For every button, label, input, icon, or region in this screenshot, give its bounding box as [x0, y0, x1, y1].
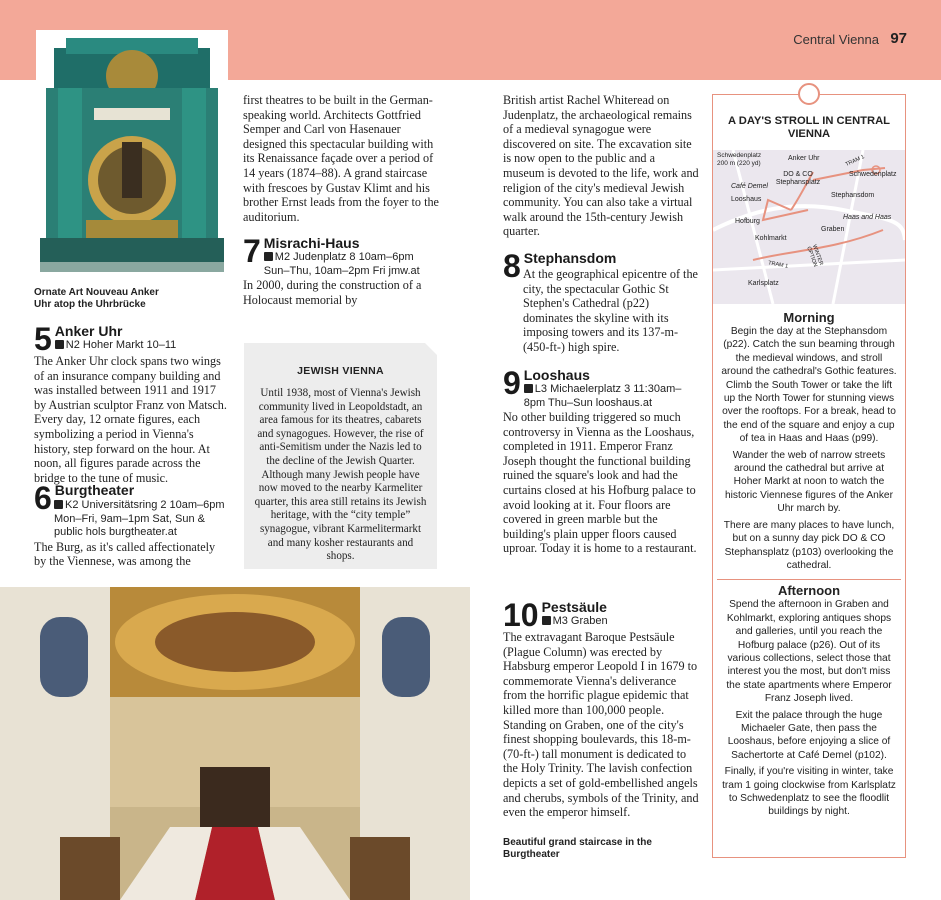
entry-info: K2 Universitätsring 2 10am–6pm Mon–Fri, 9am–1pm Sat, Sun & public hols burgtheater.at — [54, 499, 225, 538]
map-label: Schwedenplatz — [849, 171, 897, 178]
map-label: Stephansdom — [831, 192, 875, 199]
entry-title: Pestsäule — [541, 599, 607, 615]
entry-6-body: The Burg, as it's called affectionately by the Viennese, was among the — [34, 539, 216, 569]
morning-heading: Morning — [783, 310, 835, 325]
map-label: Hofburg — [735, 218, 760, 225]
entry-number: 7 — [243, 233, 261, 269]
afternoon-heading: Afternoon — [777, 583, 841, 599]
entry-8-body: At the geographical epicentre of the city, the spectacular Gothic St Stephen's Cathedral (p22) dominates the skyline with its imposing towers and its 137-m- (450-ft-) high spire. — [523, 267, 698, 354]
anker-uhr-photo — [36, 30, 228, 280]
entry-title: Burgtheater — [54, 482, 135, 498]
entry-number: 9 — [503, 365, 521, 401]
entry-number: 5 — [34, 321, 52, 357]
map-label: Haas and Haas — [843, 214, 892, 221]
map-label: Kohlmarkt — [755, 235, 787, 242]
column-2-continuation: first theatres to be built in the German-speaking world. Architects Gottfried Semper and Carl von Hasenauer designed this spectacular building with its Renaissance façade over a period of 14 years (1874–88). A grand staircase with frescoes by Gustav Klimt and his brother Ernst leads from the foyer to the auditorium. — [243, 93, 439, 224]
entry-info: M2 Judenplatz 8 10am–6pm Sun–Thu, 10am–2pm Fri jmw.at — [263, 251, 420, 277]
entry-title: Anker Uhr — [54, 323, 123, 339]
burgtheater-staircase-photo — [0, 587, 470, 900]
map-label: TRAM 1 — [767, 260, 789, 270]
map-label: TRAM 1 — [844, 154, 866, 168]
entry-info: M3 Graben — [542, 615, 608, 629]
photo-caption-burgtheater: Beautiful grand staircase in the Burgtheater — [503, 837, 652, 860]
entry-7-body: In 2000, during the construction of a Holocaust memorial by — [243, 278, 422, 307]
entry-info: L3 Michaelerplatz 3 11:30am–8pm Thu–Sun looshaus.at — [523, 383, 682, 409]
entry-5-body: The Anker Uhr clock spans two wings of an insurance company building and was installed between 1911 and 1917 by Austrian sculptor Franz von Matsch. Every day, 12 ornate figures, each symbolizing a period in Vienna's history, step forward on the hour. At noon, all figures parade across the bridge to the tune of music. — [34, 354, 227, 485]
column-3-continuation: British artist Rachel Whiteread on Judenplatz, the archaeological remains of a medieval synagogue were discovered on site. The excavation site is now open to the public and a museum is devoted to the life, work and religion of the city's medieval Jewish community. You can also take a virtual walk around the 15th-century Jewish quarter. — [503, 93, 699, 239]
morning-paragraph-2: Wander the web of narrow streets around the cathedral but arrive at Hoher Markt at noon to watch the historic Viennese figures of the Anker Uhr march by. — [724, 449, 893, 515]
entry-number: 8 — [503, 248, 521, 284]
stroll-map — [713, 150, 905, 304]
entry-title: Stephansdom — [523, 250, 617, 266]
morning-paragraph-3: There are many places to have lunch, but on a sunny day pick DO & CO Stephansplatz (p103) overlooking the cathedral. — [723, 519, 895, 571]
map-pin-icon — [54, 500, 63, 509]
entry-title: Misrachi-Haus — [263, 235, 360, 251]
entry-number: 6 — [34, 480, 52, 516]
sidebar-corner — [425, 343, 437, 355]
stroll-title: A DAY'S STROLL IN CENTRAL VIENNA — [728, 115, 890, 140]
entry-info: N2 Hoher Markt 10–11 — [55, 339, 176, 353]
entry-title: Looshaus — [523, 367, 590, 383]
map-label: Karlsplatz — [748, 280, 779, 287]
afternoon-paragraph-1: Spend the afternoon in Graben and Kohlmarkt, exploring antiques shops and galleries, until you reach the Hofburg palace (p26). Out of its various collections, select those that interest you the most, but don't miss the state apartments where Emperor Franz Joseph lived. — [726, 599, 892, 705]
page-number: 97 — [890, 30, 907, 47]
stroll-divider — [717, 579, 901, 580]
map-pin-icon — [542, 616, 551, 625]
entry-10-heading — [503, 597, 699, 633]
photo-caption-anker-uhr: Ornate Art Nouveau Anker Uhr atop the Uhrbrücke — [34, 287, 159, 310]
sidebar-title: JEWISH VIENNA — [297, 365, 384, 377]
map-pin-icon — [524, 384, 533, 393]
map-pin-icon — [55, 340, 64, 349]
map-label: WINTER OPTION — [805, 243, 824, 268]
map-label: Graben — [821, 226, 845, 233]
entry-9-heading — [503, 365, 699, 410]
sidebar-body: Until 1938, most of Vienna's Jewish community lived in Leopoldstadt, an area famous for its theatres, cabarets and synagogues. However, the rise of anti-Semitism under the Nazis led to the decline of the Jewish Quarter. Although many Jewish people have now moved to the nearby Karmeliter quarter, this area still retains its Jewish heritage, with the “city temple” synagogue, vibrant Karmelitermarkt and many kosher restaurants and shops. — [254, 387, 427, 563]
map-label: DO & CO Stephansplatz — [775, 171, 821, 186]
entry-10-body: The extravagant Baroque Pestsäule (Plague Column) was erected by Habsburg emperor Leopold I in 1679 to commemorate Vienna's deliverance from the horrific plague epidemic that killed more than 100,000 people. Standing on Graben, one of the city's finest shopping boulevards, this 18-m- (70-ft-) tall monument is dedicated to the Holy Trinity. The lavish confection depicts a set of gold-embellished angels and cherubs, symbols of the Trinity, and even the emperor himself. — [503, 630, 699, 820]
map-label: Looshaus — [731, 196, 762, 203]
afternoon-paragraph-3: Finally, if you're visiting in winter, take tram 1 going clockwise from Karlsplatz to Schwedenplatz to see the floodlit buildings by night. — [722, 766, 896, 818]
entry-7-heading — [243, 233, 439, 278]
clock-icon — [798, 83, 820, 105]
map-pin-icon — [264, 252, 273, 261]
jewish-vienna-sidebar — [244, 343, 437, 569]
map-label-scale: Schwedenplatz 200 m (220 yd) — [717, 152, 762, 167]
running-head: Central Vienna — [793, 32, 879, 47]
entry-5-heading — [34, 321, 230, 357]
map-label: Anker Uhr — [788, 155, 820, 162]
afternoon-paragraph-2: Exit the palace through the huge Michaeler Gate, then pass the Looshaus, before enjoying a slice of Sachertorte at Café Demel (p102). — [727, 709, 891, 761]
map-label: Café Demel — [731, 183, 768, 190]
entry-number: 10 — [503, 597, 539, 633]
entry-9-body: No other building triggered so much controversy in Vienna as the Looshaus, completed in 1911. Emperor Franz Joseph thought the functional building ruined the square's look and had the curtains closed at his Hofburg palace to avoid looking at it. Four floors are covered in green marble but the building's plain upper floors caused uproar. Today it is home to a restaurant. — [503, 410, 697, 556]
morning-paragraph-1: Begin the day at the Stephansdom (p22). Catch the sun beaming through the medieval windows, and stroll around the cathedral's Gothic features. Climb the South Tower or take the lift up the North Tower for stunning views over the rooftops. For a break, head to the end of the square and enjoy a cup of tea in Haas and Haas (p99). — [721, 326, 897, 445]
